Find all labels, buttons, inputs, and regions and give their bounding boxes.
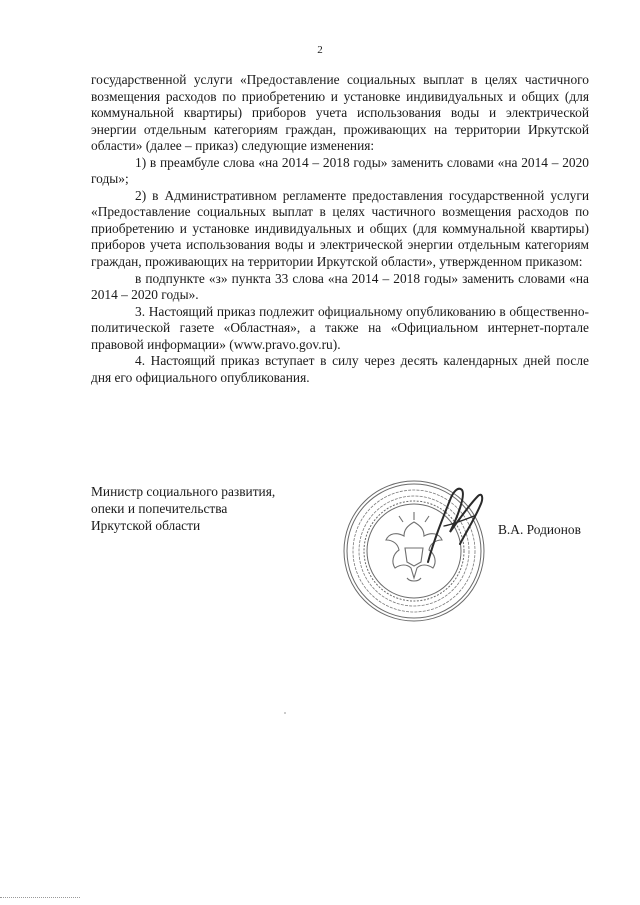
position-line: Иркутской области: [91, 517, 201, 533]
scan-edge-mark: [0, 897, 80, 899]
position-line: Министр социального развития,: [91, 484, 276, 499]
paragraph-subitem: в подпункте «з» пункта 33 слова «на 2014 – 2018 годы» заменить словами «на 2014 – 2020 годы».: [91, 270, 589, 303]
signatory-position: [91, 484, 275, 534]
scan-speck: [284, 712, 286, 714]
position-line: опеки и попечительства: [91, 500, 228, 516]
document-body: [91, 72, 589, 386]
signatory-name: В.А. Родионов: [498, 522, 581, 537]
paragraph-item-2: 2) в Административном регламенте предоставления государственной услуги «Предоставление социальных выплат в целях частичного возмещения расходов по приобретению и установке индивидуальных и общих (для коммунальной квартиры) приборов учета использования воды и электрической энергии отдельным категориям граждан, проживающих на территории Иркутской области», утвержденном приказом:: [91, 187, 589, 270]
paragraph-item-3: 3. Настоящий приказ подлежит официальному опубликованию в общественно-политической газете «Областная», а также на «Официальном интернет-портале правовой информации» (www.pravo.gov.ru).: [91, 303, 589, 352]
paragraph-continuation: государственной услуги «Предоставление социальных выплат в целях частичного возмещения расходов по приобретению и установке индивидуальных и общих (для коммунальной квартиры) приборов учета использования воды и электрической энергии отдельным категориям граждан, проживающих на территории Иркутской области» (далее – приказ) следующие изменения:: [91, 72, 589, 154]
paragraph-item-4: 4. Настоящий приказ вступает в силу через десять календарных дней после дня его официального опубликования.: [91, 353, 589, 385]
paragraph-item-1: 1) в преамбуле слова «на 2014 – 2018 годы» заменить словами «на 2014 – 2020 годы»;: [91, 154, 589, 187]
handwritten-signature: [420, 480, 490, 570]
page-number: 2: [317, 44, 323, 56]
